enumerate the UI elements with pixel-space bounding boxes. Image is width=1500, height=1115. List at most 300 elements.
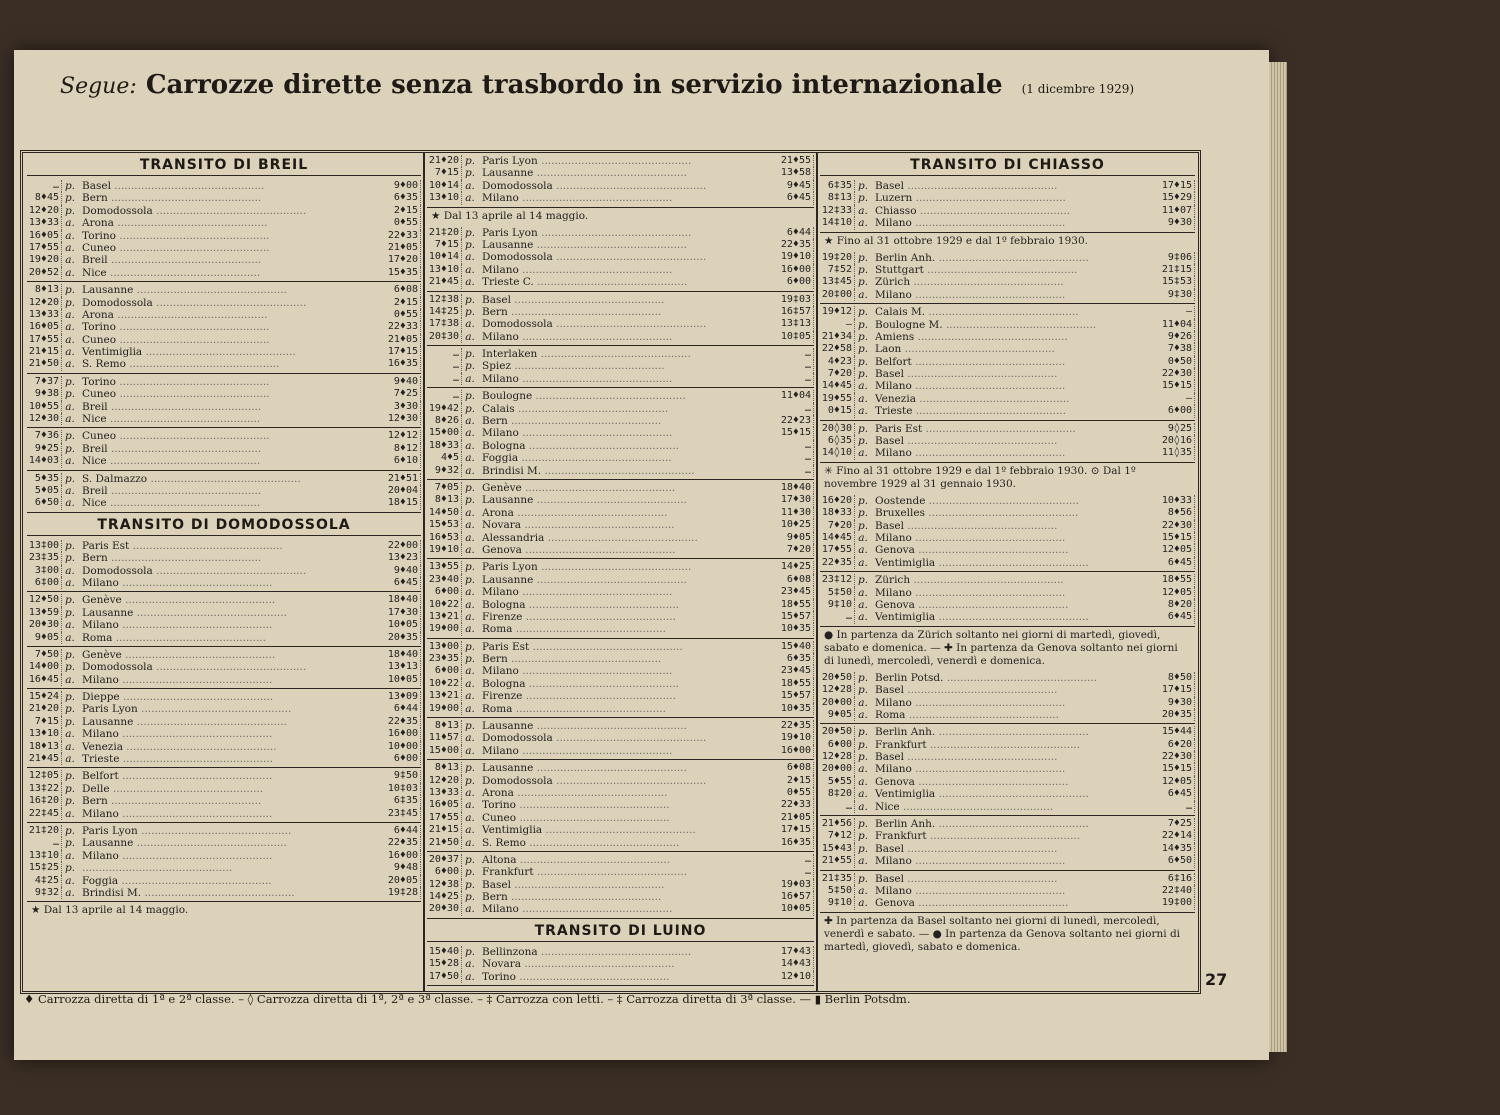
timetable-block xyxy=(820,421,1195,463)
arr-dep-marker: a. xyxy=(858,556,868,569)
time-return: 15♦15 xyxy=(779,427,814,439)
time-outbound: 8‡13 xyxy=(820,192,855,204)
timetable-row xyxy=(820,672,1195,684)
timetable-row xyxy=(27,376,421,388)
station-name: Bologna ..... xyxy=(478,678,779,690)
station-name: Berlin Anh. ..... xyxy=(871,252,1160,264)
timetable-block xyxy=(820,724,1195,816)
time-return: 3♦30 xyxy=(386,401,421,413)
arr-dep-marker: p. xyxy=(857,355,869,368)
arr-dep-marker: p. xyxy=(464,494,476,507)
timetable-row xyxy=(27,691,421,703)
footnote: ★ Fino al 31 ottobre 1929 e dal 1º febbraio 1930. xyxy=(824,234,1088,247)
time-return: 19♦10 xyxy=(779,251,814,263)
station-name: Interlaken ..... xyxy=(478,348,779,360)
timetable-block xyxy=(820,871,1195,913)
station-name: Ventimiglia ..... xyxy=(78,346,386,358)
station-name xyxy=(78,862,386,874)
timetable-row xyxy=(427,732,814,744)
timetable-row xyxy=(820,739,1195,751)
time-return: 6♦35 xyxy=(386,192,421,204)
timetable-row xyxy=(27,401,421,413)
time-return: 11◊35 xyxy=(1160,447,1195,459)
timetable-row xyxy=(427,465,814,477)
arr-dep-marker: a. xyxy=(65,874,75,887)
arr-dep-marker: p. xyxy=(857,842,869,855)
station-name: Cuneo ..... xyxy=(78,430,386,442)
timetable-row xyxy=(27,619,421,631)
arr-dep-marker: p. xyxy=(857,738,869,751)
timetable-row xyxy=(27,770,421,782)
station-name: Novara ..... xyxy=(478,519,779,531)
time-return: 17♦30 xyxy=(779,494,814,506)
time-return: 6‡16 xyxy=(1160,873,1195,885)
time-return: 9♦30 xyxy=(1160,217,1195,229)
time-return: 8♦50 xyxy=(1160,672,1195,684)
arr-dep-marker: a. xyxy=(465,531,475,544)
time-outbound: 20♦37 xyxy=(427,854,462,866)
station-name: Genève ..... xyxy=(78,649,386,661)
time-return: 19♦10 xyxy=(779,732,814,744)
arr-dep-marker: a. xyxy=(465,519,475,532)
time-return: 7♦20 xyxy=(779,544,814,556)
station-name: Belfort ..... xyxy=(78,770,386,782)
time-return: 8♦20 xyxy=(1160,599,1195,611)
station-name: Milano ..... xyxy=(478,331,779,343)
arr-dep-marker: a. xyxy=(465,786,475,799)
arr-dep-marker: p. xyxy=(857,422,869,435)
time-return: 10♦05 xyxy=(779,903,814,915)
arr-dep-marker: a. xyxy=(858,447,868,460)
station-name: Foggia ..... xyxy=(478,452,779,464)
station-name: Firenze ..... xyxy=(478,611,779,623)
time-return: 17♦15 xyxy=(386,346,421,358)
arr-dep-marker: p. xyxy=(857,180,869,192)
time-outbound: 16♦20 xyxy=(820,495,855,507)
time-outbound: 15♦43 xyxy=(820,843,855,855)
timetable-row xyxy=(27,254,421,266)
station-name: Lausanne ..... xyxy=(78,607,386,619)
station-name: Ventimiglia ..... xyxy=(871,788,1160,800)
arr-dep-marker: p. xyxy=(857,872,869,885)
station-name: Bologna ..... xyxy=(478,599,779,611)
time-return: 13♦58 xyxy=(779,167,814,179)
timetable-block xyxy=(427,388,814,480)
station-name: Altona ..... xyxy=(478,854,779,866)
timetable-row xyxy=(427,599,814,611)
time-return: 22♦33 xyxy=(386,321,421,333)
arr-dep-marker: p. xyxy=(857,751,869,764)
time-outbound: 20♦52 xyxy=(27,267,62,279)
timetable-row xyxy=(427,306,814,318)
time-outbound: 4‡25 xyxy=(27,875,62,887)
time-return: 22♦35 xyxy=(386,716,421,728)
timetable-row xyxy=(820,343,1195,355)
station-name: Torino ..... xyxy=(478,971,779,983)
timetable-row xyxy=(427,665,814,677)
station-name: Berlin Anh. ..... xyxy=(871,726,1160,738)
timetable-row xyxy=(427,415,814,427)
arr-dep-marker: p. xyxy=(64,606,76,619)
arr-dep-marker: p. xyxy=(464,561,476,574)
timetable-block xyxy=(820,493,1195,572)
time-outbound: 10♦22 xyxy=(427,678,462,690)
station-name: Milano ..... xyxy=(871,532,1160,544)
timetable-row xyxy=(820,776,1195,788)
time-return: 13♦23 xyxy=(386,552,421,564)
timetable-row xyxy=(427,561,814,573)
time-outbound: 14‡10 xyxy=(820,217,855,229)
time-outbound: 21♦20 xyxy=(427,155,462,167)
arr-dep-marker: p. xyxy=(464,640,476,653)
arr-dep-marker: a. xyxy=(65,740,75,753)
station-name: Calais ..... xyxy=(478,403,779,415)
timetable-row xyxy=(820,507,1195,519)
time-return: 11♦04 xyxy=(1160,319,1195,331)
timetable-row xyxy=(820,331,1195,343)
time-outbound: 21♦45 xyxy=(427,276,462,288)
timetable-row xyxy=(27,413,421,425)
timetable-row xyxy=(427,167,814,179)
station-name: Firenze ..... xyxy=(478,690,779,702)
timetable-row xyxy=(27,808,421,820)
timetable-row xyxy=(820,557,1195,569)
time-outbound: 6♦00 xyxy=(427,586,462,598)
time-return: 22♦35 xyxy=(779,720,814,732)
page-number: 27 xyxy=(1205,970,1228,989)
station-name: Breil ..... xyxy=(78,485,386,497)
arr-dep-marker: a. xyxy=(858,788,868,801)
arr-dep-marker: a. xyxy=(465,732,475,745)
time-outbound: 23♦35 xyxy=(427,653,462,665)
station-name: S. Remo ..... xyxy=(78,358,386,370)
station-name: Nice ..... xyxy=(78,497,386,509)
time-return: 2♦15 xyxy=(386,297,421,309)
arr-dep-marker: a. xyxy=(858,380,868,393)
time-return: … xyxy=(779,348,814,360)
station-name: Basel ..... xyxy=(78,180,386,192)
timetable-row xyxy=(820,599,1195,611)
station-name: Breil ..... xyxy=(78,254,386,266)
time-return: 20♦35 xyxy=(386,632,421,644)
time-return: … xyxy=(779,452,814,464)
time-return: 10‡05 xyxy=(779,331,814,343)
timetable-row xyxy=(820,885,1195,897)
time-return: — xyxy=(1160,306,1195,318)
time-return: 12♦12 xyxy=(386,430,421,442)
time-return: 21‡15 xyxy=(1160,264,1195,276)
time-outbound: 8♦26 xyxy=(427,415,462,427)
time-outbound: 16♦05 xyxy=(27,321,62,333)
time-outbound: 0♦15 xyxy=(820,405,855,417)
station-name: Milano ..... xyxy=(78,728,386,740)
arr-dep-marker: p. xyxy=(464,653,476,666)
arr-dep-marker: p. xyxy=(464,167,476,180)
arr-dep-marker: p. xyxy=(464,305,476,318)
time-return: 6♦00 xyxy=(779,276,814,288)
time-return: 21♦05 xyxy=(779,812,814,824)
timetable-row xyxy=(427,251,814,263)
arr-dep-marker: p. xyxy=(464,573,476,586)
timetable-block xyxy=(427,346,814,388)
arr-dep-marker: a. xyxy=(65,576,75,589)
time-outbound: 19♦00 xyxy=(427,703,462,715)
station-name: Paris Lyon ..... xyxy=(78,703,386,715)
time-outbound: 12♦20 xyxy=(27,205,62,217)
time-return: 22♦30 xyxy=(1160,520,1195,532)
station-name: Lausanne ..... xyxy=(478,574,779,586)
timetable-row xyxy=(427,227,814,239)
station-name: Milano ..... xyxy=(871,855,1160,867)
time-outbound: 17♦55 xyxy=(427,812,462,824)
arr-dep-marker: a. xyxy=(65,753,75,766)
time-return: 10‡03 xyxy=(386,783,421,795)
station-name: Roma ..... xyxy=(871,709,1160,721)
time-return: 6♦10 xyxy=(386,455,421,467)
arr-dep-marker: a. xyxy=(465,464,475,477)
time-return: 15♦15 xyxy=(1160,763,1195,775)
station-name: Delle ..... xyxy=(78,783,386,795)
arr-dep-marker: a. xyxy=(465,744,475,757)
timetable-row xyxy=(27,741,421,753)
timetable-block xyxy=(427,225,814,292)
station-name: Torino ..... xyxy=(78,230,386,242)
timetable-row xyxy=(427,239,814,251)
station-name: Roma ..... xyxy=(478,703,779,715)
time-outbound: 21♦50 xyxy=(427,837,462,849)
station-name: Bologna ..... xyxy=(478,440,779,452)
station-name: Domodossola ..... xyxy=(478,775,779,787)
station-name: Basel ..... xyxy=(871,368,1160,380)
time-outbound: 12♦28 xyxy=(820,751,855,763)
station-name: Amiens ..... xyxy=(871,331,1160,343)
timetable-row xyxy=(820,611,1195,623)
timetable-block xyxy=(427,480,814,559)
station-name: Bern ..... xyxy=(478,653,779,665)
time-outbound: 5‡50 xyxy=(820,885,855,897)
timetable-row xyxy=(27,783,421,795)
timetable-block xyxy=(27,178,421,282)
timetable-block xyxy=(820,572,1195,627)
arr-dep-marker: p. xyxy=(857,276,869,289)
timetable-row xyxy=(427,690,814,702)
timetable-row xyxy=(427,452,814,464)
arr-dep-marker: p. xyxy=(64,539,76,552)
arr-dep-marker: p. xyxy=(464,891,476,904)
time-outbound: 18♦33 xyxy=(820,507,855,519)
time-return: 17♦30 xyxy=(386,607,421,619)
time-return: 9◊25 xyxy=(1160,423,1195,435)
time-outbound: 15♦40 xyxy=(427,946,462,958)
time-return: 18♦40 xyxy=(386,594,421,606)
time-return: 9♦05 xyxy=(779,532,814,544)
timetable-row xyxy=(427,623,814,635)
arr-dep-marker: p. xyxy=(464,481,476,494)
timetable-block xyxy=(427,944,814,986)
time-return: 10♦25 xyxy=(779,519,814,531)
station-name: Stuttgart ..... xyxy=(871,264,1160,276)
timetable-row xyxy=(27,552,421,564)
timetable-row xyxy=(427,507,814,519)
time-return: 20♦05 xyxy=(386,875,421,887)
time-return: 6♦44 xyxy=(386,825,421,837)
time-return: 22‡40 xyxy=(1160,885,1195,897)
time-outbound: 21♦45 xyxy=(27,753,62,765)
station-name: Milano ..... xyxy=(78,850,386,862)
arr-dep-marker: p. xyxy=(64,192,76,205)
time-outbound: 15♦00 xyxy=(427,745,462,757)
arr-dep-marker: p. xyxy=(464,878,476,891)
station-name: Laon ..... xyxy=(871,343,1160,355)
arr-dep-marker: a. xyxy=(465,690,475,703)
station-name: Milano ..... xyxy=(478,192,779,204)
timetable-block xyxy=(27,592,421,647)
time-outbound: 13‡45 xyxy=(820,276,855,288)
time-return: 9♦40 xyxy=(386,376,421,388)
timetable-block xyxy=(27,471,421,513)
station-name: Genève ..... xyxy=(78,594,386,606)
station-name: Domodossola ..... xyxy=(78,297,386,309)
arr-dep-marker: p. xyxy=(464,945,476,958)
time-return: … xyxy=(779,360,814,372)
timetable-row xyxy=(427,294,814,306)
time-return: 16♦00 xyxy=(779,745,814,757)
time-return: 22♦00 xyxy=(386,540,421,552)
arr-dep-marker: p. xyxy=(857,574,869,587)
timetable-row xyxy=(27,674,421,686)
time-outbound: 19♦12 xyxy=(820,306,855,318)
timetable-row xyxy=(427,812,814,824)
timetable-row xyxy=(427,373,814,385)
arr-dep-marker: p. xyxy=(64,442,76,455)
timetable-row xyxy=(820,180,1195,192)
time-outbound: 8♦13 xyxy=(427,762,462,774)
arr-dep-marker: p. xyxy=(857,318,869,331)
arr-dep-marker: a. xyxy=(65,564,75,577)
time-outbound: 17♦55 xyxy=(27,242,62,254)
time-return: 6♦45 xyxy=(1160,557,1195,569)
arr-dep-marker: a. xyxy=(858,392,868,405)
time-return: 10♦33 xyxy=(1160,495,1195,507)
timetable-row xyxy=(820,873,1195,885)
timetable-row xyxy=(820,788,1195,800)
timetable-row xyxy=(820,818,1195,830)
arr-dep-marker: p. xyxy=(857,684,869,697)
timetable-row xyxy=(27,388,421,400)
station-name: Lausanne ..... xyxy=(478,167,779,179)
station-name: Domodossola ..... xyxy=(78,205,386,217)
station-name: Spiez ..... xyxy=(478,360,779,372)
timetable-block xyxy=(427,153,814,208)
time-outbound: 19♦55 xyxy=(820,393,855,405)
station-name: Milano ..... xyxy=(478,745,779,757)
timetable-row xyxy=(427,494,814,506)
station-name: Bellinzona ..... xyxy=(478,946,779,958)
time-outbound: 22‡45 xyxy=(27,808,62,820)
timetable-row xyxy=(27,661,421,673)
timetable-row xyxy=(27,577,421,589)
arr-dep-marker: p. xyxy=(64,296,76,309)
time-outbound: 13♦55 xyxy=(427,561,462,573)
time-return: … xyxy=(779,373,814,385)
station-name: Lausanne ..... xyxy=(78,284,386,296)
timetable-row xyxy=(427,837,814,849)
timetable-row xyxy=(27,346,421,358)
station-name: Basel ..... xyxy=(478,879,779,891)
station-name: Genova ..... xyxy=(871,776,1160,788)
arr-dep-marker: p. xyxy=(64,180,76,192)
arr-dep-marker: p. xyxy=(64,648,76,661)
arr-dep-marker: a. xyxy=(465,372,475,385)
arr-dep-marker: a. xyxy=(858,775,868,788)
time-outbound: 10♦22 xyxy=(427,599,462,611)
arr-dep-marker: a. xyxy=(65,673,75,686)
time-return: 15‡53 xyxy=(1160,276,1195,288)
arr-dep-marker: p. xyxy=(464,226,476,239)
time-outbound: 13♦10 xyxy=(427,192,462,204)
time-return: 16♦35 xyxy=(779,837,814,849)
station-name: Milano ..... xyxy=(478,373,779,385)
timetable-row xyxy=(27,540,421,552)
time-outbound: 14♦00 xyxy=(27,661,62,673)
station-name: Domodossola ..... xyxy=(78,661,386,673)
time-outbound: 20◊30 xyxy=(820,423,855,435)
time-outbound: 13‡00 xyxy=(27,540,62,552)
time-outbound: 21‡20 xyxy=(427,227,462,239)
station-name: Basel ..... xyxy=(478,294,779,306)
time-return: 16♦57 xyxy=(779,891,814,903)
time-return: 12♦30 xyxy=(386,413,421,425)
time-outbound: 7♦15 xyxy=(427,167,462,179)
time-return: 12♦05 xyxy=(1160,776,1195,788)
time-return: 16♦35 xyxy=(386,358,421,370)
station-name: Basel ..... xyxy=(871,751,1160,763)
arr-dep-marker: p. xyxy=(464,390,476,403)
time-outbound: 20♦00 xyxy=(820,763,855,775)
time-return: 9♦45 xyxy=(779,180,814,192)
station-name: Bern ..... xyxy=(78,795,386,807)
time-return: 23♦45 xyxy=(779,665,814,677)
station-name: Milano ..... xyxy=(478,427,779,439)
station-name: Milano ..... xyxy=(478,264,779,276)
timetable-block xyxy=(27,538,421,593)
time-outbound: 9‡10 xyxy=(820,897,855,909)
station-name: Lausanne ..... xyxy=(78,837,386,849)
station-name: Frankfurt ..... xyxy=(871,830,1160,842)
time-outbound: 14♦25 xyxy=(427,891,462,903)
time-outbound: 7♦15 xyxy=(27,716,62,728)
time-outbound: 19♦10 xyxy=(427,544,462,556)
time-outbound: 21♦34 xyxy=(820,331,855,343)
timetable-row xyxy=(427,276,814,288)
timetable-row xyxy=(427,720,814,732)
time-return: … xyxy=(779,854,814,866)
station-name: Brindisi M. ..... xyxy=(78,887,386,899)
time-outbound: 8‡20 xyxy=(820,788,855,800)
timetable-row xyxy=(820,289,1195,301)
arr-dep-marker: a. xyxy=(858,586,868,599)
time-outbound: 12♦20 xyxy=(27,297,62,309)
station-name: Nice ..... xyxy=(78,267,386,279)
time-outbound: 13♦10 xyxy=(27,728,62,740)
time-return: 20♦04 xyxy=(386,485,421,497)
timetable-row xyxy=(27,497,421,509)
station-name: Brindisi M. ..... xyxy=(478,465,779,477)
time-outbound: 23♦40 xyxy=(427,574,462,586)
section-title-luino: TRANSITO DI LUINO xyxy=(427,921,814,942)
time-return: 23♦45 xyxy=(779,586,814,598)
timetable-row xyxy=(820,532,1195,544)
